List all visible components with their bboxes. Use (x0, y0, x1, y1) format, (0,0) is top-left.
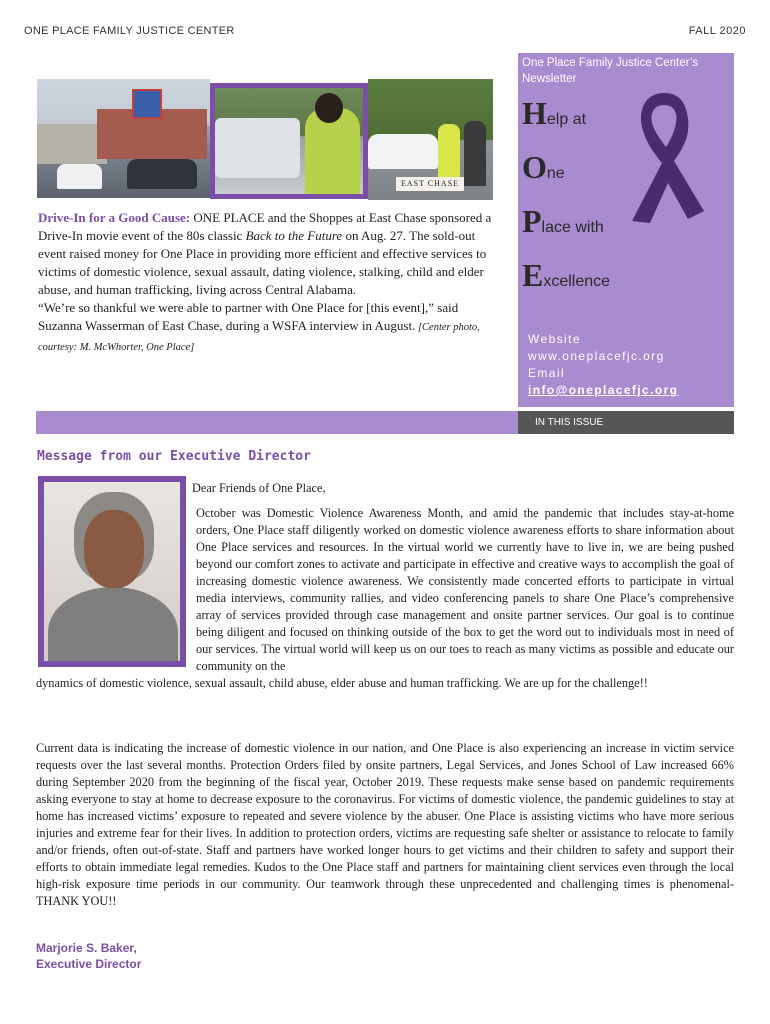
issue-label: FALL 2020 (688, 25, 746, 37)
signer-title: Executive Director (36, 957, 142, 971)
letter-paragraph-1: October was Domestic Violence Awareness Month, and amid the pandemic that includes stay-at-home orders, One Place staff diligently worked on domestic violence awareness efforts to share information about One Place services and resources. In the virtual world we currently have to live in, we are being pushed beyond our comfort zones to activate and participate in effective and creative ways to accomplish the goal of increasing domestic violence awareness. We consistently made concerted efforts to participate in virtual media interviews, community rallies, and video conferencing panels to share One Place’s comprehensive array of services provided through case management and onsite partner services. Our goal is to continue being diligent and focused on thinking outside of the box to get the word out to individuals most in need of our services. The virtual world will keep us on our toes to reach as many victims as possible and educate our community on the (196, 506, 734, 673)
website-label: Website (528, 332, 581, 346)
section-title: Message from our Executive Director (37, 449, 311, 464)
letter-paragraph-1-continued: dynamics of domestic violence, sexual assault, child abuse, elder abuse and human trafficking. We are up for the challenge!! (36, 676, 648, 690)
photo-caption (38, 209, 500, 357)
caption-text-2: on Aug. 27. The sold-out event raised money for One Place in providing more efficient and effective services to victims of domestic violence, sexual assault, dating violence, stalking, child and elder abuse, and human trafficking, living across Central Alabama. (38, 228, 487, 297)
website-link[interactable]: www.oneplacefjc.org (528, 349, 665, 363)
caption-lead: Drive-In for a Good Cause: (38, 210, 191, 225)
executive-director-portrait (38, 476, 186, 667)
newsletter-sidebar (518, 53, 734, 407)
caption-photo-credit: [Center photo, courtesy: M. McWhorter, One Place] (38, 322, 480, 353)
photo-event-staff (368, 79, 493, 200)
acronym-excellence: Excellence (522, 257, 611, 293)
org-name-header: ONE PLACE FAMILY JUSTICE CENTER (24, 25, 235, 37)
contact-info (528, 331, 718, 399)
photo-drive-in-volunteer (210, 83, 368, 199)
photo-storefront (37, 79, 210, 198)
signer-name: Marjorie S. Baker, (36, 941, 137, 955)
acronym-one: One (522, 149, 565, 185)
caption-movie-title: Back to the Future (245, 228, 343, 243)
divider-band (36, 411, 518, 434)
email-link[interactable]: info@oneplacefjc.org (528, 383, 679, 397)
signature-block (36, 940, 141, 972)
in-this-issue-label: IN THIS ISSUE (518, 411, 734, 434)
caption-text-1: ONE PLACE and the Shoppes at East Chase sponsored a Drive-In movie event of the 80s classic (38, 210, 492, 243)
email-label: Email (528, 366, 566, 380)
acronym-help: Help at (522, 95, 587, 131)
acronym-place: Place with (522, 203, 604, 239)
letter-paragraph-2: Current data is indicating the increase of domestic violence in our nation, and One Place is also experiencing an increase in victim service requests over the last several months. Protection Orders filed by onsite partners, Legal Services, and Jones School of Law increased 66% during September 2020 from the beginning of the fiscal year, October 2019. These requests make sense based on pandemic requirements asking everyone to stay at home to decrease exposure to the coronavirus. For victims of domestic violence, the pandemic guidelines to stay at home has increased victims’ exposure to repeated and severe violence by the abuser. One Place is assisting victims who have more serious injuries and extreme fear for their lives. In addition to protection orders, victims are requesting safe shelter or assistance to relocate to family and/or friends, often out-of-state. Staff and partners have worked longer hours to get victims and their children to safety and support their efforts to obtain immediate legal remedies. Kudos to the One Place staff and partners for maintaining client services even through the local high-risk exposure time periods in our community. Our teamwork through these unprecedented and challenging times is phenomenal-THANK YOU!! (36, 741, 734, 908)
letter-greeting: Dear Friends of One Place, (192, 481, 326, 495)
awareness-ribbon-icon (618, 87, 710, 227)
eastchase-sign: EAST CHASE (396, 177, 464, 191)
caption-quote: “We’re so thankful we were able to partner with One Place for [this event],” said Suzanna Wasserman of East Chase, during a WSFA interview in August. (38, 300, 459, 333)
newsletter-intro: One Place Family Justice Center’s Newsletter (522, 57, 698, 85)
